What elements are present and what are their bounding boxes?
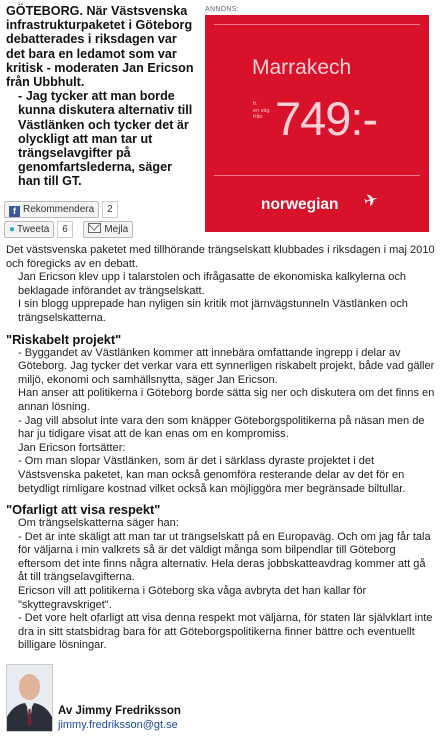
- intro-paragraph: Det västsvenska paketet med tillhörande trängselskatt klubbades i riksdagen i maj 2010 och föregicks av en debatt.: [6, 244, 435, 270]
- body-paragraph: - Det vore helt ofarligt att visa denna respekt mot väljarna, för staten lär självklart inte dra in sitt statsbidrag bara för att Göteborgspolitikerna finner bättre och eventuellt billigare lösningar.: [18, 612, 433, 652]
- article-lead: [6, 4, 196, 189]
- ad-brand-logo: norwegian: [261, 196, 339, 213]
- intro-paragraph: Jan Ericson klev upp i talarstolen och ifrågasatte de ekonomiska kalkylerna och beklagade införandet av trängselskatt.: [18, 271, 407, 297]
- mail-icon: [88, 223, 101, 233]
- ad-from-text: fr. en väg från: [253, 101, 270, 120]
- person-portrait-icon: [7, 665, 52, 731]
- social-share-row: [4, 221, 133, 239]
- article-body: [6, 244, 436, 653]
- body-paragraph: - Jag vill absolut inte vara den som knäpper Göteborgspolitikerna på näsan men de har ju tidigare visat att de kan enas om en kompromiss.: [18, 414, 425, 441]
- airplane-icon: ✈: [361, 189, 381, 212]
- ad-frame-bottom: [214, 175, 420, 176]
- body-paragraph: - Om man slopar Västlänken, som är det i särklass dyraste projektet i det Västsvenska paketet, kan man också genomföra resterande delar av det för en betydligt rimligare kostnad vilket också kan möjliggöra mer begränsade biltullar.: [18, 455, 406, 495]
- body-paragraph: Han anser att politikerna i Göteborg borde sätta sig ner och diskutera om det finns en annan lösning.: [18, 387, 435, 413]
- ad-label: ANNONS:: [205, 6, 239, 13]
- mail-button[interactable]: Mejla: [83, 221, 133, 238]
- facebook-icon: f: [9, 206, 20, 217]
- lead-paragraph: GÖTEBORG. När Västsvenska infrastrukturpaketet i Göteborg debatterades i riksdagen var det bara en ledamot som var kritisk - moderaten Jan Ericson från Ubbhult.: [6, 4, 194, 90]
- section-heading: "Ofarligt att visa respekt": [6, 502, 161, 518]
- facebook-count: 2: [102, 201, 118, 218]
- body-paragraph: - Byggandet av Västlänken kommer att innebära omfattande ingrepp i delar av Göteborg. Jag tycker det verkar vara ett synnerligen riskabelt projekt, både vad gäller miljö, ekonomi och samhällsnytta, säger Jan Ericson.: [18, 346, 435, 386]
- twitter-bird-icon: ●: [9, 224, 16, 236]
- body-paragraph: Jan Ericson fortsätter:: [18, 441, 126, 454]
- section-heading: "Riskabelt projekt": [6, 331, 122, 347]
- author-name: Av Jimmy Fredriksson: [58, 705, 181, 717]
- intro-paragraph: I sin blogg upprepade han nyligen sin kritik mot järnvägstunneln Västlänken och trängselskatterna.: [18, 298, 408, 324]
- author-email-link[interactable]: jimmy.fredriksson@gt.se: [58, 719, 178, 731]
- lead-quote: - Jag tycker att man borde kunna diskutera alternativ till Västlänken och tycker det är olyckligt att man tar ut trängselavgifter på genomfartslederna, säger han till GT.: [18, 89, 193, 189]
- author-byline: [6, 664, 436, 734]
- ad-frame-top: [214, 24, 420, 25]
- facebook-recommend-button[interactable]: f Rekommendera: [4, 201, 99, 218]
- ad-price: 749:-: [275, 92, 378, 145]
- body-paragraph: - Det är inte skäligt att man tar ut trängselskatt på en Europaväg. Och om jag får tala för väljarna i min valkrets så är det väldigt många som bilpendlar till Göteborg eftersom det inte finns några alternativ. Hela deras jobbskatteavdrag kommer att gå åt till trängselavgifterna.: [18, 530, 431, 584]
- body-paragraph: Om trängselskatterna säger han:: [18, 517, 179, 530]
- body-paragraph: Ericson vill att politikerna i Göteborg ska våga avbryta det han kallar för "skyttegravskriget".: [18, 585, 367, 611]
- norwegian-advertisement[interactable]: [205, 15, 429, 232]
- tweet-count: 6: [57, 221, 73, 238]
- ad-destination: Marrakech: [252, 56, 352, 79]
- author-photo: [6, 664, 53, 732]
- tweet-button[interactable]: ● Tweeta: [4, 221, 54, 238]
- facebook-share: [4, 201, 118, 219]
